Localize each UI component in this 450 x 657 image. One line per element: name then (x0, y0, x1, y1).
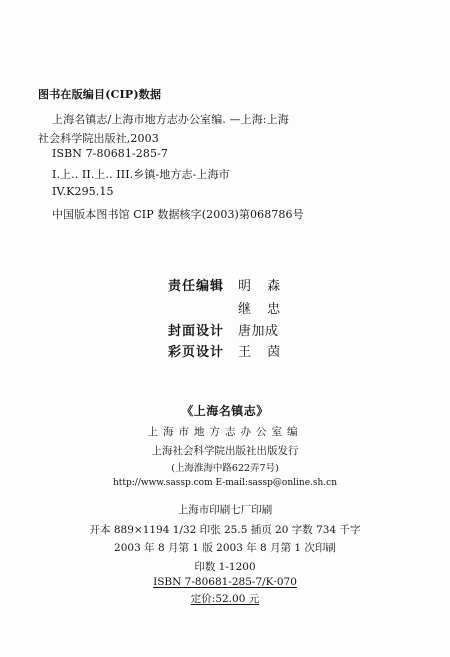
editor-name-2: 继 忠 (238, 302, 287, 317)
print-run: 印数 1-1200 (194, 561, 256, 573)
price-value: 定价:52.00 元 (190, 593, 260, 605)
book-specs: 开本 889×1194 1/32 印张 25.5 插页 20 字数 734 千字 (89, 524, 361, 536)
cip-subject-line: I.上.. II.上.. III.乡镇-地方志-上海市 (52, 168, 230, 181)
publisher-address: (上海淮海中路622弄7号) (171, 463, 279, 474)
compiler: 上海市地方志办公室编 (147, 426, 303, 438)
book-title: 《上海名镇志》 (181, 404, 269, 418)
cip-classification: IV.K295.15 (52, 185, 114, 198)
cover-design-name: 唐加成 (238, 324, 279, 339)
editor-name-1: 明 森 (238, 279, 287, 294)
cip-entry-line-1: 上海名镇志/上海市地方志办公室编. —上海:上海 (52, 113, 289, 126)
isbn-value: ISBN 7-80681-285-7/K·070 (153, 576, 297, 588)
cip-header: 图书在版编目(CIP)数据 (38, 88, 162, 101)
cip-entry-line-2: 社会科学院出版社,2003 (38, 132, 159, 145)
color-page-design-label: 彩页设计 (168, 345, 225, 360)
publisher: 上海社会科学院出版社出版发行 (151, 445, 299, 457)
editor-label: 责任编辑 (168, 279, 225, 294)
price-line (0, 591, 450, 606)
cip-isbn: ISBN 7-80681-285-7 (52, 147, 169, 160)
isbn-line (0, 576, 450, 588)
cip-data-number: 中国版本图书馆 CIP 数据核字(2003)第068786号 (52, 208, 304, 221)
cover-design-label: 封面设计 (168, 324, 225, 339)
publisher-contact: http://www.sassp.com E-mail:sassp@online.sh.cn (112, 478, 337, 488)
edition-info: 2003 年 8 月第 1 版 2003 年 8 月第 1 次印刷 (114, 542, 336, 554)
printer: 上海市印刷七厂印刷 (177, 504, 273, 516)
color-page-design-name: 王 茵 (238, 345, 287, 360)
